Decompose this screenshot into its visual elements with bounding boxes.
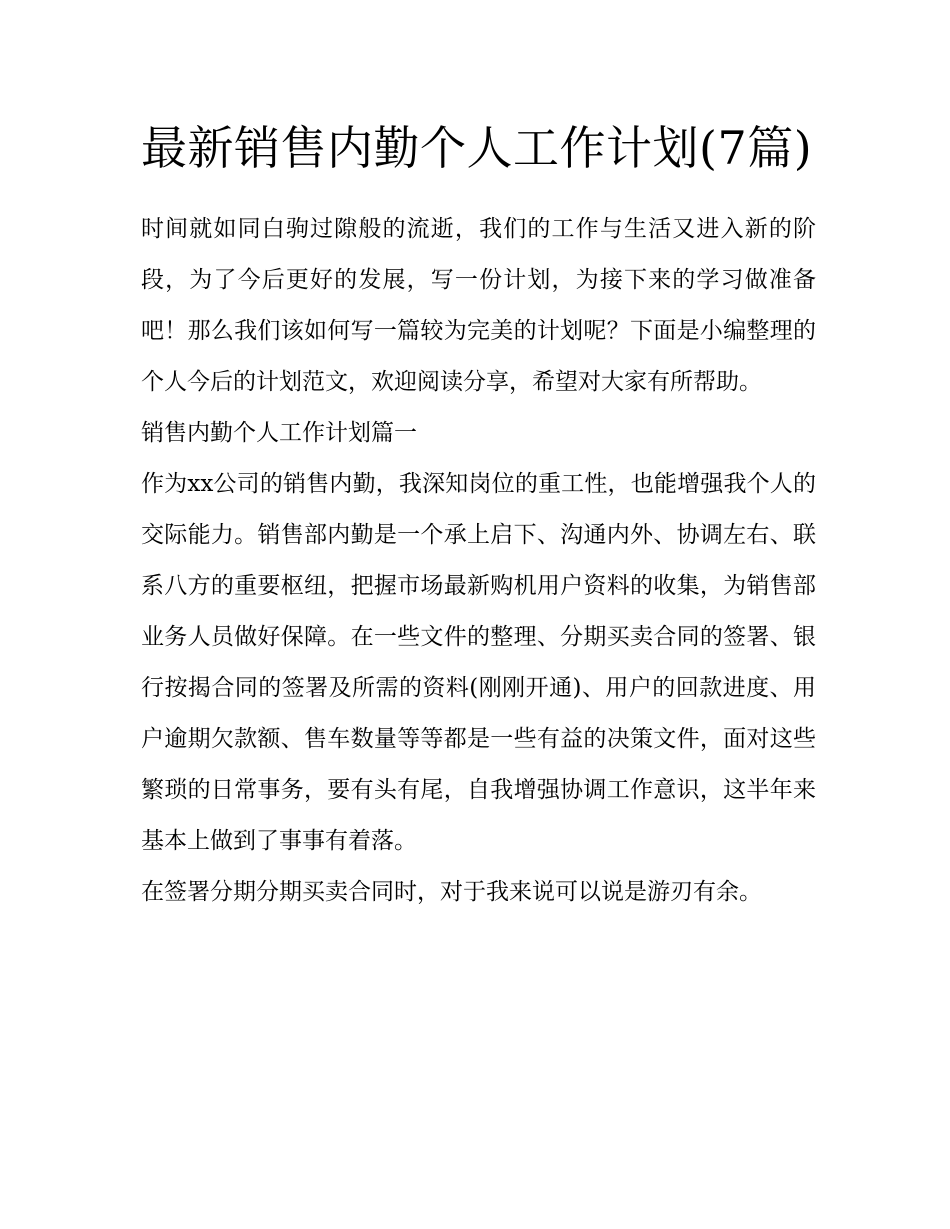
intro-paragraph: 时间就如同白驹过隙般的流逝，我们的工作与生活又进入新的阶段，为了今后更好的发展，写一份计划，为接下来的学习做准备吧！那么我们该如何写一篇较为完美的计划呢？下面是小编整理的个人今后的计划范文，欢迎阅读分享，希望对大家有所帮助。 [141,216,816,395]
section-heading: 销售内勤个人工作计划篇一 [141,420,417,446]
body-paragraph: 作为xx公司的销售内勤，我深知岗位的重工性，也能增强我个人的交际能力。销售部内勤是一个承上启下、沟通内外、协调左右、联系八方的重要枢纽，把握市场最新购机用户资料的收集，为销售部业务人员做好保障。在一些文件的整理、分期买卖合同的签署、银行按揭合同的签署及所需的资料(刚刚开通)、用户的回款进度、用户逾期欠款额、售车数量等等都是一些有益的决策文件，面对这些繁琐的日常事务，要有头有尾，自我增强协调工作意识，这半年来基本上做到了事事有着落。 [141,471,816,854]
body-paragraph: 在签署分期分期买卖合同时，对于我来说可以说是游刃有余。 [141,879,762,905]
document-body [141,110,816,918]
document-title: 最新销售内勤个人工作计划(7篇) [141,121,813,175]
